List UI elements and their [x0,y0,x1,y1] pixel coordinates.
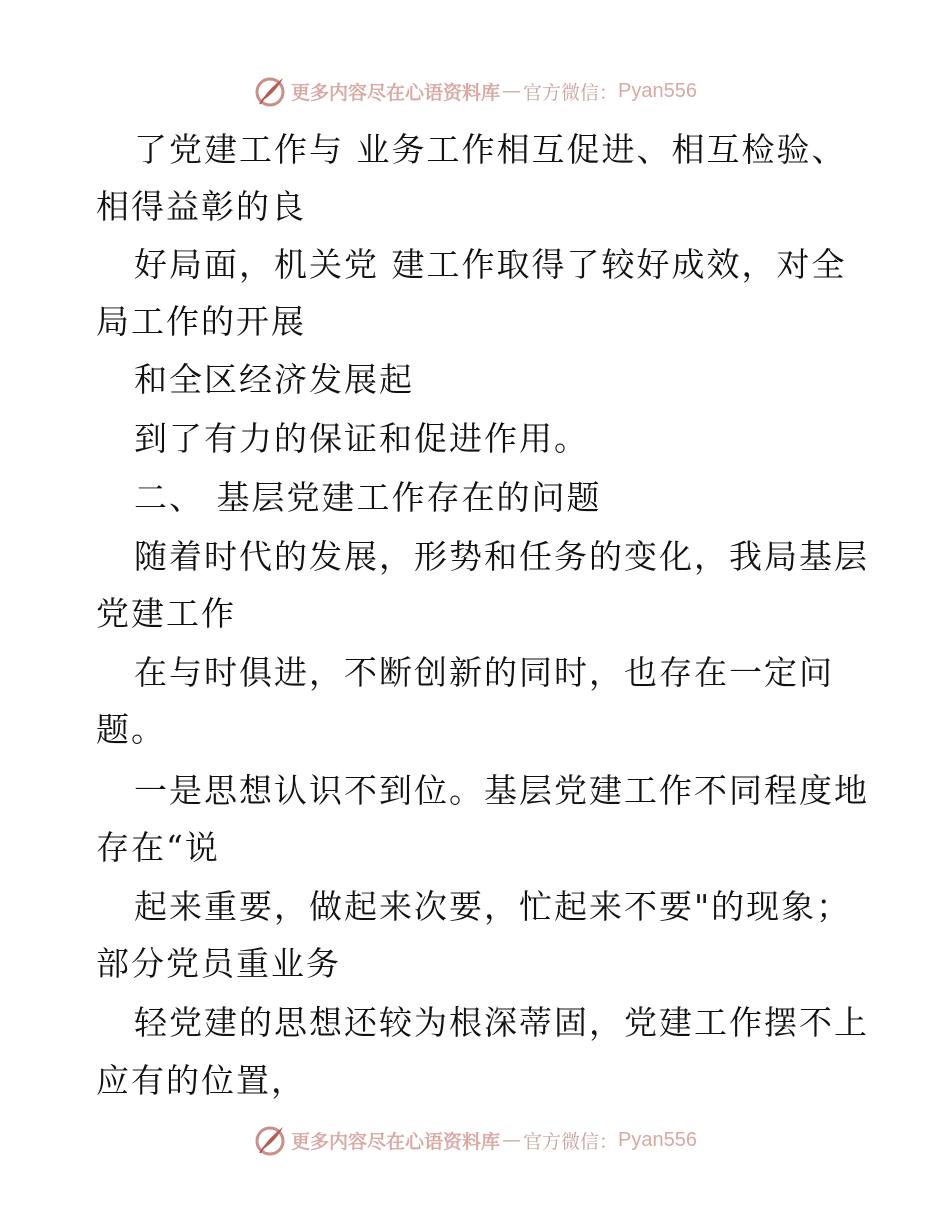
text-line: 一是思想认识不到位。基层党建工作不同程度地 [134,771,869,810]
watermark-wechat-label: 官方微信： [523,81,619,104]
watermark-wechat-id: Pyan556 [618,1128,697,1151]
section-heading: 二、 基层党建工作存在的问题 [134,478,602,517]
text-line: 党建工作 [96,594,236,633]
text-line: 局工作的开展 [96,302,306,341]
text-line: 好局面，机关党 建工作取得了较好成效，对全 [134,245,847,284]
feather-pen-icon [253,74,287,108]
text-line: 到了有力的保证和促进作用。 [134,419,589,458]
watermark-dash: — [502,1129,522,1151]
text-line: 部分党员重业务 [96,944,341,983]
text-line: 随着时代的发展，形势和任务的变化，我局基层 [134,537,869,576]
watermark-dash: — [502,80,522,102]
text-line: 存在“说 [96,828,220,867]
header-watermark [0,71,950,111]
text-line: 题。 [96,710,166,749]
watermark-text: 更多内容尽在心语资料库 [291,1130,501,1153]
footer-watermark [0,1120,950,1160]
text-line: 在与时俱进，不断创新的同时，也存在一定问 [134,653,834,692]
text-line: 起来重要，做起来次要，忙起来不要"的现象； [134,887,852,926]
watermark-wechat-label: 官方微信： [523,1130,619,1153]
watermark-wechat-id: Pyan556 [618,79,697,102]
text-line: 轻党建的思想还较为根深蒂固，党建工作摆不上 [134,1003,869,1042]
text-line: 应有的位置， [96,1061,306,1100]
feather-pen-icon [253,1123,287,1157]
text-line: 相得益彰的良 [96,187,306,226]
text-line: 和全区经济发展起 [134,360,414,399]
text-line: 了党建工作与 业务工作相互促进、相互检验、 [134,130,847,169]
watermark-text: 更多内容尽在心语资料库 [291,81,501,104]
